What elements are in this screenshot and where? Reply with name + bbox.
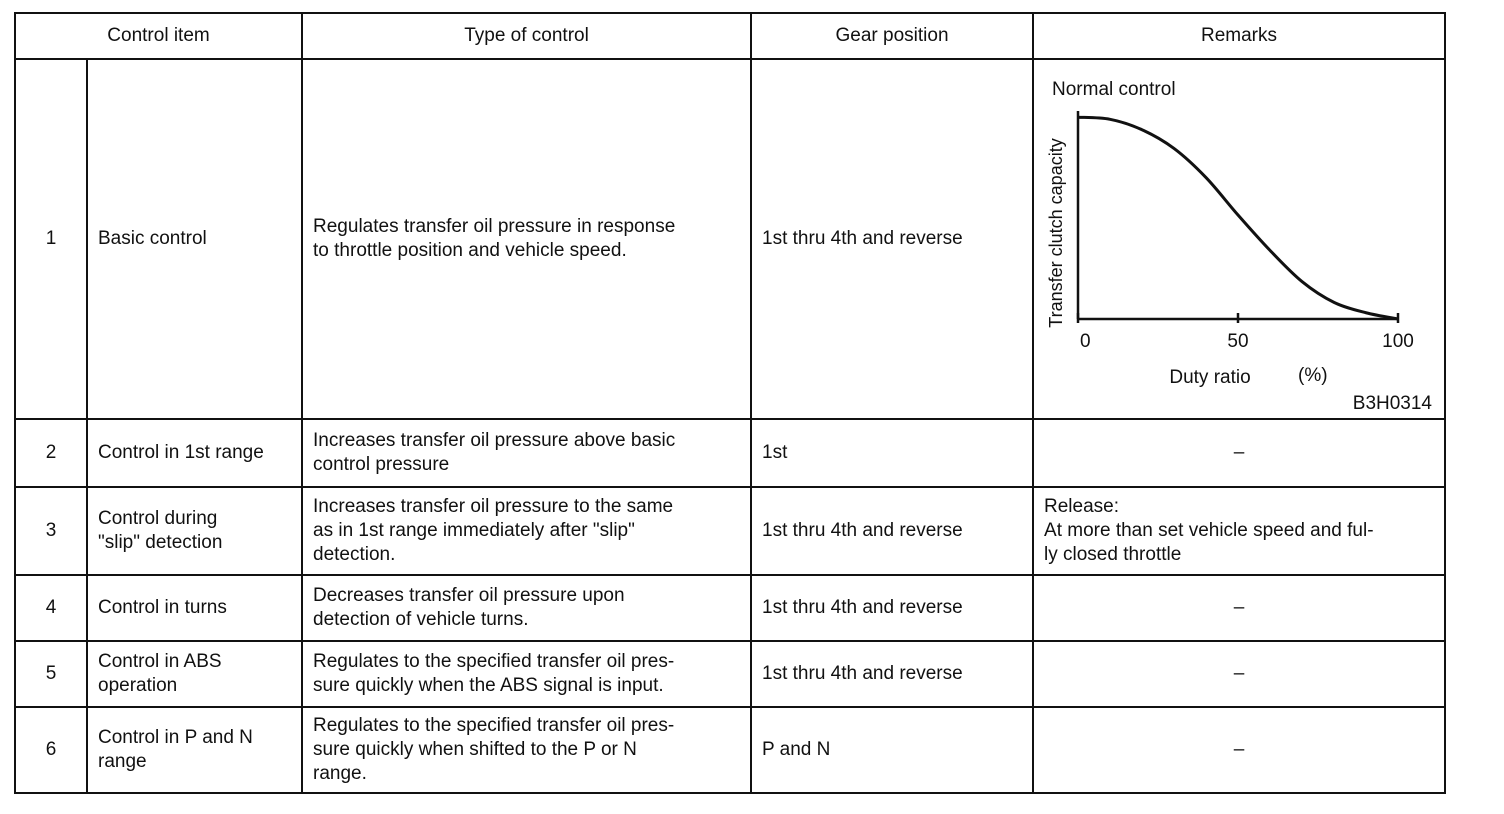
control-table xyxy=(14,12,1446,794)
remarks-chart-cell xyxy=(1033,59,1445,419)
control-item-text: Control in P and N xyxy=(98,727,253,748)
type-text-line: detection of vehicle turns. xyxy=(313,609,529,630)
type-of-control-cell xyxy=(302,487,751,575)
remarks-text-line: ly closed throttle xyxy=(1044,544,1182,565)
control-item-text: Control in ABS xyxy=(98,651,222,672)
figure-id: B3H0314 xyxy=(1352,393,1433,414)
type-text-line: Decreases transfer oil pressure upon xyxy=(313,585,625,606)
type-text-line: Regulates to the specified transfer oil pres- xyxy=(313,715,675,736)
row-number: 2 xyxy=(15,419,87,487)
remarks-cell: – xyxy=(1033,707,1445,793)
row-number: 4 xyxy=(15,575,87,641)
remarks-cell: – xyxy=(1033,575,1445,641)
control-item-cell xyxy=(87,487,302,575)
control-item-text: Control in turns xyxy=(98,597,227,618)
control-item-text: "slip" detection xyxy=(98,532,223,553)
x-tick-label: 50 xyxy=(1227,331,1249,352)
type-text-line: sure quickly when the ABS signal is input. xyxy=(313,675,664,696)
table-row xyxy=(15,707,1445,793)
table-row xyxy=(15,487,1445,575)
type-text-line: Increases transfer oil pressure above basic xyxy=(313,430,676,451)
normal-control-chart xyxy=(1034,61,1436,417)
type-text-line: Increases transfer oil pressure to the same xyxy=(313,496,674,517)
control-item-text: range xyxy=(98,751,147,772)
control-item-cell xyxy=(87,59,302,419)
type-text-line: detection. xyxy=(313,544,396,565)
chart-title: Normal control xyxy=(1052,79,1176,100)
row-number: 5 xyxy=(15,641,87,707)
type-text-line: control pressure xyxy=(313,454,450,475)
type-text-line: range. xyxy=(313,763,367,784)
x-tick-label: 100 xyxy=(1382,331,1414,352)
control-item-cell xyxy=(87,575,302,641)
gear-position-cell: 1st thru 4th and reverse xyxy=(751,487,1033,575)
x-tick-label: 0 xyxy=(1080,331,1091,352)
gear-position-cell: 1st xyxy=(751,419,1033,487)
header-type-of-control: Type of control xyxy=(302,13,751,59)
row-number: 6 xyxy=(15,707,87,793)
header-remarks: Remarks xyxy=(1033,13,1445,59)
remarks-text-line: At more than set vehicle speed and ful- xyxy=(1044,520,1374,541)
type-of-control-cell xyxy=(302,707,751,793)
type-of-control-cell xyxy=(302,575,751,641)
type-of-control-cell xyxy=(302,419,751,487)
control-item-text: Basic control xyxy=(98,228,207,249)
y-axis-label: Transfer clutch capacity xyxy=(1046,138,1067,328)
gear-position-cell: 1st thru 4th and reverse xyxy=(751,575,1033,641)
row-number: 3 xyxy=(15,487,87,575)
header-gear-position: Gear position xyxy=(751,13,1033,59)
control-item-cell xyxy=(87,707,302,793)
table-row xyxy=(15,575,1445,641)
type-text-line: Regulates to the specified transfer oil pres- xyxy=(313,651,675,672)
control-item-cell xyxy=(87,419,302,487)
type-of-control-cell xyxy=(302,641,751,707)
gear-position-cell: 1st thru 4th and reverse xyxy=(751,641,1033,707)
type-of-control-cell xyxy=(302,59,751,419)
type-text-line: Regulates transfer oil pressure in response xyxy=(313,216,676,237)
x-axis-label: Duty ratio xyxy=(1169,367,1251,388)
table-row xyxy=(15,641,1445,707)
type-text-line: sure quickly when shifted to the P or N xyxy=(313,739,637,760)
table-row xyxy=(15,419,1445,487)
remarks-cell: – xyxy=(1033,641,1445,707)
control-item-cell xyxy=(87,641,302,707)
remarks-cell: – xyxy=(1033,419,1445,487)
gear-position-cell: 1st thru 4th and reverse xyxy=(751,59,1033,419)
remarks-text-line: Release: xyxy=(1044,496,1120,517)
type-text-line: to throttle position and vehicle speed. xyxy=(313,240,627,261)
control-item-text: Control in 1st range xyxy=(98,442,264,463)
control-item-text: operation xyxy=(98,675,178,696)
table-row xyxy=(15,59,1445,419)
control-item-text: Control during xyxy=(98,508,218,529)
header-row xyxy=(15,13,1445,59)
type-text-line: as in 1st range immediately after "slip" xyxy=(313,520,635,541)
header-control-item: Control item xyxy=(15,13,302,59)
series-line xyxy=(1078,117,1398,319)
chart-svg xyxy=(1034,61,1436,417)
row-number: 1 xyxy=(15,59,87,419)
x-axis-unit: (%) xyxy=(1298,365,1328,386)
remarks-cell xyxy=(1033,487,1445,575)
gear-position-cell: P and N xyxy=(751,707,1033,793)
